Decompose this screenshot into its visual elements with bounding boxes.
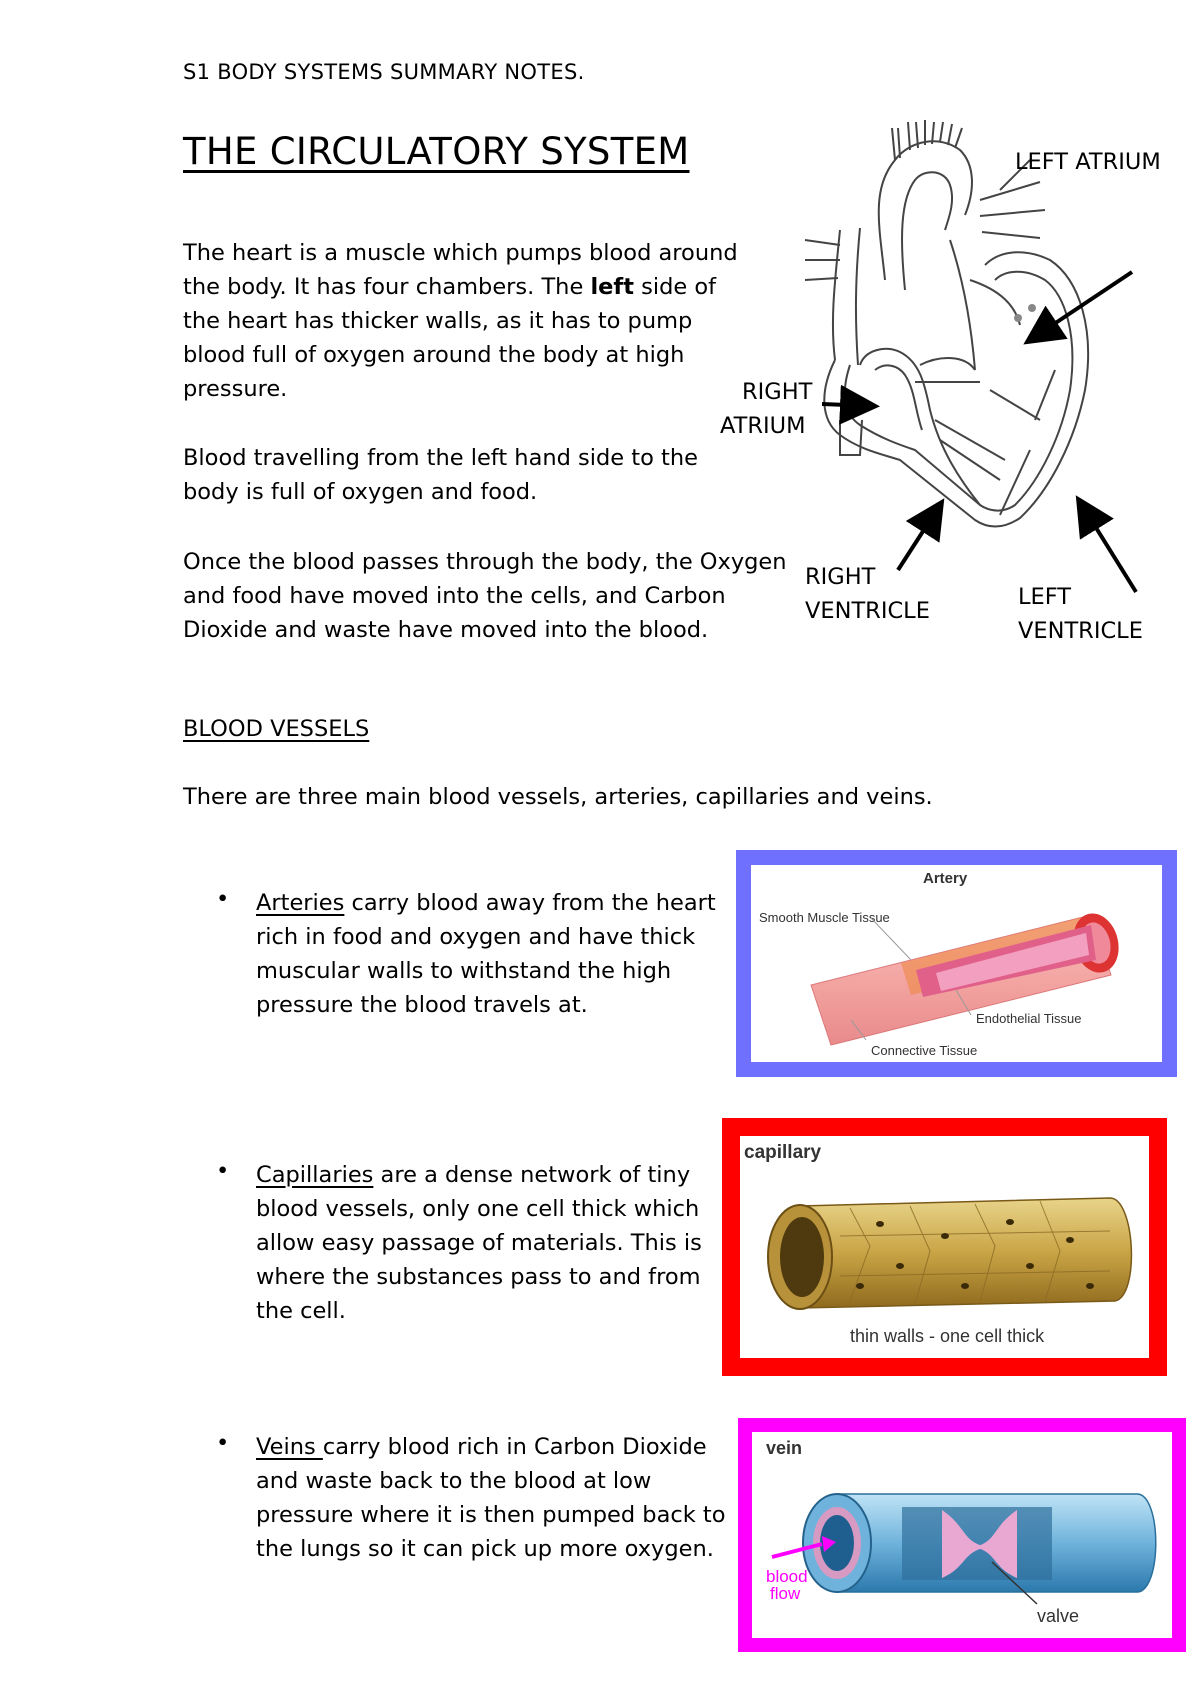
heart-paragraph-3: Once the blood passes through the body, the Oxygen and food have moved into the cells, and Carbon Dioxide and waste have moved into the blood. [183, 549, 787, 643]
term-veins: Veins [256, 1434, 323, 1460]
artery-image-title: Artery [923, 870, 968, 887]
label-right-atrium-line-2: ATRIUM [720, 413, 806, 439]
heart-paragraph-1: The heart is a muscle which pumps blood around the body. It has four chambers. The left side of the heart has thicker walls, as it has to pump blood full of oxygen around the body at high pressure. [183, 240, 738, 402]
artery-illustration [751, 865, 1162, 1062]
vein-image-frame [738, 1418, 1186, 1652]
label-left-ventricle-line-1: LEFT [1018, 584, 1072, 610]
arrow-right-atrium [822, 404, 872, 406]
vein-image-title: vein [766, 1438, 803, 1458]
heart-paragraph-2: Blood travelling from the left hand side to the body is full of oxygen and food. [183, 445, 698, 505]
label-left-atrium: LEFT ATRIUM [1015, 149, 1161, 175]
vein-label-valve: valve [1037, 1606, 1080, 1626]
arrow-right-ventricle [898, 505, 940, 570]
vein-illustration [752, 1432, 1172, 1638]
term-arteries: Arteries [256, 890, 345, 916]
artery-label-connective: Connective Tissue [871, 1043, 978, 1058]
arteries-description: Arteries carry blood away from the heart rich in food and oxygen and have thick muscular walls to withstand the high pressure the blood travels at. [256, 890, 716, 1018]
artery-image-frame [736, 850, 1177, 1077]
veins-description: Veins carry blood rich in Carbon Dioxide and waste back to the blood at low pressure where it is then pumped back to the lungs so it can pick up more oxygen. [256, 1434, 726, 1562]
heart-label-arrows [0, 0, 1200, 700]
capillary-image-caption: thin walls - one cell thick [850, 1326, 1045, 1346]
capillary-illustration [740, 1136, 1149, 1358]
blood-vessels-intro: There are three main blood vessels, arteries, capillaries and veins. [183, 784, 933, 810]
page-title: THE CIRCULATORY SYSTEM [183, 130, 690, 173]
vein-label-flow: flow [770, 1584, 801, 1603]
label-right-ventricle-line-2: VENTRICLE [805, 598, 930, 624]
arrow-left-ventricle [1080, 502, 1136, 592]
bullet-marker: • [216, 1158, 230, 1184]
label-left-ventricle-line-2: VENTRICLE [1018, 618, 1143, 644]
vein-label-blood: blood [766, 1567, 808, 1586]
section-heading-blood-vessels: BLOOD VESSELS [183, 716, 370, 742]
bullet-marker: • [216, 886, 230, 912]
label-right-atrium-line-1: RIGHT [742, 379, 813, 405]
document-header: S1 BODY SYSTEMS SUMMARY NOTES. [183, 60, 585, 84]
artery-label-smooth-muscle: Smooth Muscle Tissue [759, 910, 890, 925]
capillary-image-frame [722, 1118, 1167, 1376]
label-right-ventricle-line-1: RIGHT [805, 564, 876, 590]
artery-label-endothelial: Endothelial Tissue [976, 1011, 1082, 1026]
bullet-marker: • [216, 1430, 230, 1456]
capillaries-description: Capillaries are a dense network of tiny blood vessels, only one cell thick which allow easy passage of materials. This is where the substances pass to and from the cell. [256, 1162, 702, 1324]
term-capillaries: Capillaries [256, 1162, 374, 1188]
arrow-left-atrium [1030, 272, 1132, 340]
capillary-image-title: capillary [744, 1142, 822, 1163]
